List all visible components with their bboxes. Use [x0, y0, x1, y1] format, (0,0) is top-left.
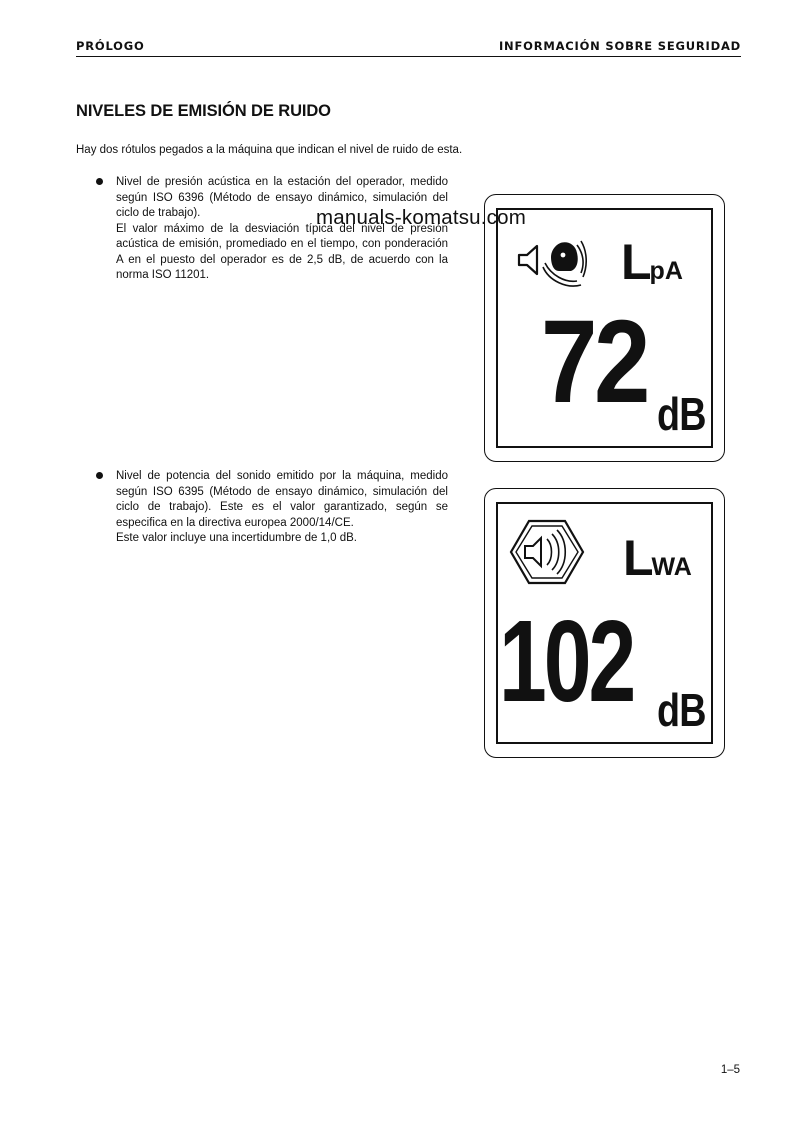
- section-title: NIVELES DE EMISIÓN DE RUIDO: [76, 102, 331, 120]
- header-section: INFORMACIÓN SOBRE SEGURIDAD: [498, 39, 741, 53]
- bullet-paragraph: El valor máximo de la desviación típica del nivel de presión acústica de emisión, promediado en el tiempo, con ponderación A en el puesto del operador es de 2,5 dB, de acuerdo con la norma ISO 11201.: [116, 222, 448, 281]
- intro-paragraph: Hay dos rótulos pegados a la máquina que indican el nivel de ruido de esta.: [76, 144, 463, 156]
- bullet-paragraph: Nivel de potencia del sonido emitido por la máquina, medido según ISO 6395 (Método de ensayo dinámico, simulación del ciclo de trabajo). Este es el valor garantizado, según se especifica en la directiva europea 2000/14/CE.: [116, 470, 448, 529]
- symbol-subscript: WA: [651, 553, 692, 581]
- symbol-subscript: pA: [649, 257, 683, 285]
- bullet-dot-icon: [96, 178, 103, 185]
- symbol-main: L: [623, 530, 652, 586]
- header-chapter: PRÓLOGO: [76, 39, 145, 53]
- bullet-item-sound-power: [96, 469, 448, 547]
- watermark-text: manuals-komatsu.com: [316, 206, 527, 229]
- noise-label-lpa: [484, 194, 725, 462]
- symbol-lwa: [623, 530, 692, 586]
- speaker-hexagon-icon: [509, 517, 585, 587]
- noise-value: 102: [499, 596, 634, 726]
- speaker-operator-head-icon: [515, 233, 587, 293]
- symbol-main: L: [621, 234, 650, 290]
- page-number: 1–5: [720, 1064, 740, 1076]
- symbol-lpa: [621, 234, 683, 290]
- noise-label-lwa: [484, 488, 725, 758]
- noise-unit: dB: [657, 684, 706, 736]
- bullet-dot-icon: [96, 472, 103, 479]
- page-header: [76, 38, 741, 57]
- noise-unit: dB: [657, 388, 706, 440]
- noise-value: 72: [541, 296, 648, 428]
- bullet-paragraph: Nivel de presión acústica en la estación del operador, medido según ISO 6396 (Método de ensayo dinámico, simulación del ciclo de trabajo).: [116, 176, 448, 219]
- bullet-paragraph: Este valor incluye una incertidumbre de 1,0 dB.: [116, 532, 357, 544]
